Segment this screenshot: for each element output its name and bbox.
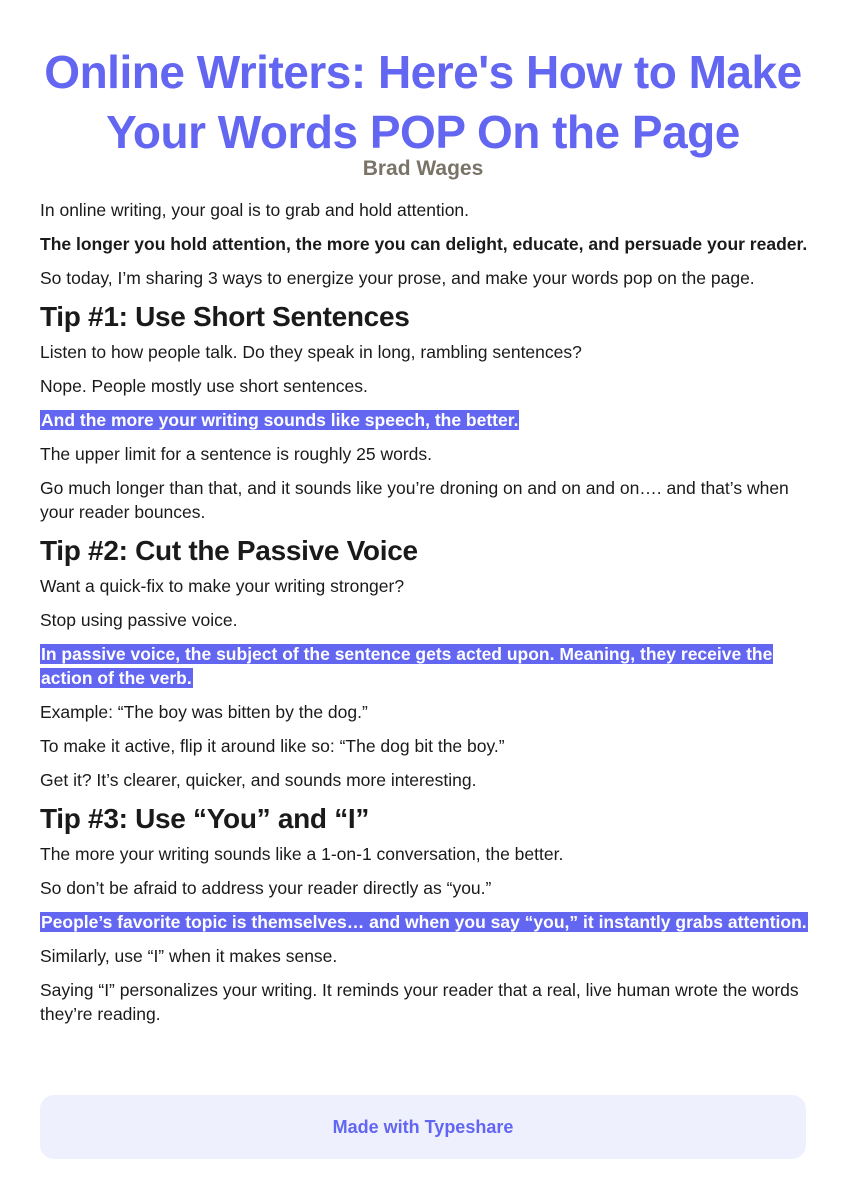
tip-1-heading: Tip #1: Use Short Sentences — [40, 301, 410, 332]
intro-paragraph: So today, I’m sharing 3 ways to energize your prose, and make your words pop on the page. — [40, 268, 755, 288]
tip-3-paragraph: The more your writing sounds like a 1-on-1 conversation, the better. — [40, 844, 564, 864]
tip-2-paragraph: Get it? It’s clearer, quicker, and sounds more interesting. — [40, 770, 477, 790]
tip-2-paragraph: Stop using passive voice. — [40, 610, 238, 630]
page-title: Online Writers: Here's How to Make Your Words POP On the Page — [44, 46, 802, 158]
tip-1-paragraph: Go much longer than that, and it sounds like you’re droning on and on and on…. and that’s when your reader bounces. — [40, 478, 789, 522]
tip-3-paragraph: Saying “I” personalizes your writing. It reminds your reader that a real, live human wrote the words they’re reading. — [40, 980, 799, 1024]
tip-2-heading: Tip #2: Cut the Passive Voice — [40, 535, 418, 566]
tip-1-paragraph: Listen to how people talk. Do they speak in long, rambling sentences? — [40, 342, 582, 362]
tip-1-paragraph: The upper limit for a sentence is roughly 25 words. — [40, 444, 432, 464]
tip-2-paragraph: To make it active, flip it around like so: “The dog bit the boy.” — [40, 736, 505, 756]
tip-2-paragraph: Want a quick-fix to make your writing stronger? — [40, 576, 405, 596]
tip-2-paragraph: Example: “The boy was bitten by the dog.” — [40, 702, 368, 722]
intro-bold-paragraph: The longer you hold attention, the more you can delight, educate, and persuade your reader. — [40, 234, 808, 254]
tip-3-paragraph: Similarly, use “I” when it makes sense. — [40, 946, 338, 966]
tip-2-highlight: In passive voice, the subject of the sentence gets acted upon. Meaning, they receive the action of the verb. — [41, 644, 773, 688]
intro-paragraph: In online writing, your goal is to grab and hold attention. — [40, 200, 470, 220]
footer-label[interactable]: Made with Typeshare — [332, 1116, 514, 1137]
tip-3-paragraph: So don’t be afraid to address your reader directly as “you.” — [40, 878, 492, 898]
typeshare-badge[interactable] — [40, 1095, 806, 1159]
tip-3-heading: Tip #3: Use “You” and “I” — [40, 803, 370, 834]
author-name: Brad Wages — [362, 157, 484, 180]
tip-1-paragraph: Nope. People mostly use short sentences. — [40, 376, 368, 396]
tip-3-highlight: People’s favorite topic is themselves… and when you say “you,” it instantly grabs attention. — [41, 912, 807, 932]
tip-1-highlight: And the more your writing sounds like speech, the better. — [41, 410, 519, 430]
article-body — [40, 198, 810, 1036]
